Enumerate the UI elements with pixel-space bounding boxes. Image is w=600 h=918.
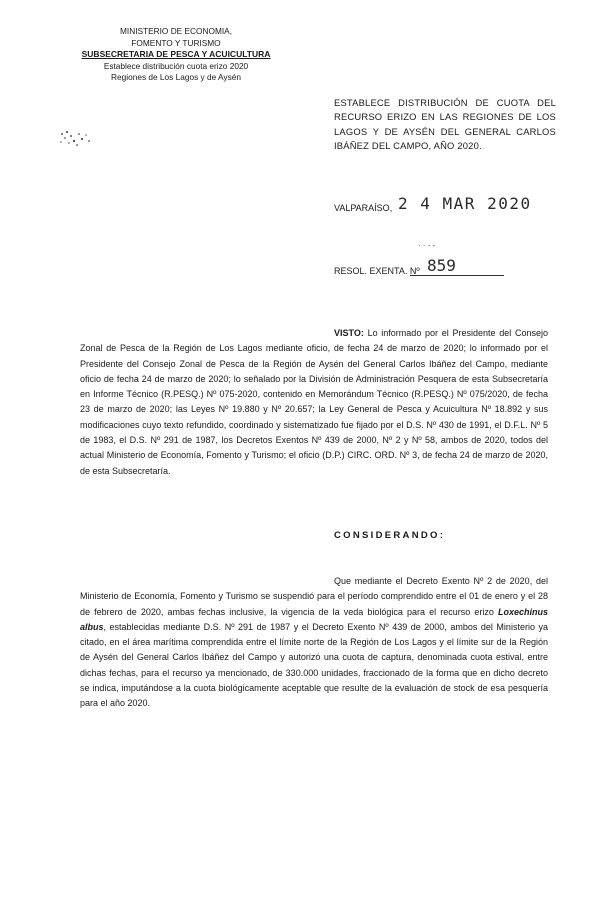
resolution-number-line — [410, 275, 504, 276]
ministry-header — [76, 26, 276, 84]
resolution-label: RESOL. EXENTA. Nº — [334, 266, 420, 276]
header-ministry: MINISTERIO DE ECONOMIA, — [119, 26, 233, 36]
date-stamp: 2 4 MAR 2020 — [398, 194, 532, 213]
visto-label: VISTO: — [334, 328, 364, 338]
date-place: VALPARAÍSO, — [334, 203, 393, 213]
stamp-marks: · · - - — [418, 241, 436, 250]
species-name: Loxechinus albus — [80, 606, 548, 632]
visto-paragraph — [80, 326, 548, 479]
visto-text: Lo informado por el Presidente del Consejo Zonal de Pesca de la Región de Los Lagos mediante oficio, de fecha 24 de marzo de 2020; lo informado por el Presidente del Consejo Zonal de Pesca de la Región de Aysén del General Carlos Ibáñez del Campo, mediante oficio de fecha 24 de marzo de 2020; lo señalado por la División de Administración Pesquera de esta Subsecretaría en Informe Técnico (R.PESQ.) Nº 075-2020, contenido en Memorándum Técnico (R.PESQ.) Nº 075/2020, de fecha 23 de marzo de 2020; las Leyes Nº 19.880 y Nº 20.657; la Ley General de Pesca y Acuicultura Nº 18.892 y sus modificaciones cuyo texto refundido, coordinado y sistematizado fue fijado por el D.S. Nº 430 de 1991, el D.F.L. Nº 5 de 1983, el D.S. Nº 291 de 1987, los Decretos Exentos Nº 439 de 2000, Nº 2 y Nº 58, ambos de 2020, todos del actual Ministerio de Economía, Fomento y Turismo; el oficio (D.P.) CIRC. ORD. Nº 3, de fecha 24 de marzo de 2020, de esta Subsecretaría. — [80, 328, 548, 476]
header-subject: Establece distribución cuota erizo 2020 — [103, 60, 249, 71]
considerando-heading: CONSIDERANDO: — [334, 530, 446, 541]
header-regions: Regiones de Los Lagos y de Aysén — [111, 72, 241, 82]
header-ministry-sub: FOMENTO Y TURISMO — [131, 37, 221, 48]
resolution-number: 859 — [427, 256, 456, 275]
header-subsecretaria: SUBSECRETARIA DE PESCA Y ACUICULTURA — [81, 49, 271, 59]
resolution-title: ESTABLECE DISTRIBUCIÓN DE CUOTA DEL RECURSO ERIZO EN LAS REGIONES DE LOS LAGOS Y DE AYSÉN DEL GENERAL CARLOS IBÁÑEZ DEL CAMPO, AÑO 2020. — [334, 97, 556, 152]
para1-text-a: Que mediante el Decreto Exento Nº 2 de 2020, del Ministerio de Economía, Fomento y Turismo se suspendió para el período comprendido entre el 01 de enero y el 28 de febrero de 2020, ambas fechas inclusive, la vigencia de la veda biológica para el recurso erizo — [80, 576, 548, 617]
considerando-paragraph-1 — [80, 574, 548, 712]
seal-stamp-icon — [56, 128, 96, 150]
para1-text-b: , establecidas mediante D.S. Nº 291 de 1987 y el Decreto Exento Nº 439 de 2000, ambos del Ministerio ya citado, en el área marítima comprendida entre el límite norte de la Región de Los Lagos y el límite sur de la Región de Aysén del General Carlos Ibáñez del Campo y autorizó una cuota de captura, denominada cuota estival, entre dichas fechas, para el recurso ya mencionado, de 330.000 unidades, fraccionado de la forma que en dicho decreto se indica, imputándose a la cuota biológicamente aceptable que resulte de la evaluación de stock de esa pesquería para el año 2020. — [80, 621, 548, 709]
